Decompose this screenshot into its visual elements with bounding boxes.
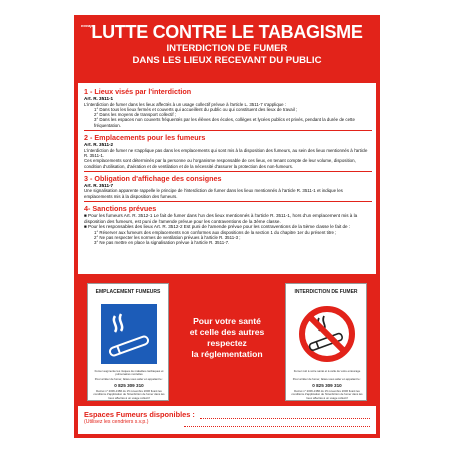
article-ref: Art. R. 3511-2: [84, 142, 114, 148]
divider: [84, 130, 372, 131]
no-smoking-icon: [297, 304, 357, 364]
section-text: 2° Ne pas respecter les normes de ventilation prévues à l'article R. 3511-3 ;: [94, 235, 241, 241]
smoking-areas-footer: [84, 410, 370, 426]
no-smoking-sign: [285, 283, 367, 401]
section-text: Une signalisation apparente rappelle le principe de l'interdiction de fumer dans les lieux mentionnés à l'article R. 3511-1 et indique les emplacements mis à la disposition des fumeurs.: [84, 188, 343, 199]
message-line: la réglementation: [191, 349, 263, 359]
sign-decree-text: Décret n° 2006-1386 du 15 novembre 2006 fixant les conditions d'application de l'interdiction de fumer dans les lieux affectés à un usage collectif: [291, 389, 363, 400]
sign-title: EMPLACEMENT FUMEURS: [95, 289, 161, 295]
section-text: ■ Pour les responsables des lieux Art. R. 3512-2 Est puni de l'amende prévue pour les contraventions de la 5ème classe le fait de :: [84, 224, 351, 230]
fill-in-line: [200, 418, 370, 419]
section-text: 3° Ne pas mettre en place la signalisation prévue à l'article R. 3511-7.: [94, 240, 230, 246]
poster-subtitle-2: DANS LES LIEUX RECEVANT DU PUBLIC: [132, 55, 322, 66]
fill-in-line: [184, 426, 370, 427]
poster-subtitle-1: INTERDICTION DE FUMER: [166, 43, 288, 54]
sign-help-text: Pour arrêter de fumer, faites-vous aider en appelant le :: [292, 377, 362, 381]
section-text: Ces emplacements sont déterminés par la personne ou l'organisme responsable de ces lieux, en tenant compte de leur volume, disposition, condition d'utilisation, d'aération et de ventilation et de la nécessité d'assurer la protection des non-fumeurs.: [84, 158, 356, 169]
section-text: L'interdiction de fumer dans les lieux affectés à un usage collectif prévue à l'article L. 3511-7 s'applique :: [84, 101, 287, 107]
sign-title: INTERDICTION DE FUMER: [294, 289, 358, 295]
article-ref: Art. R. 3511-1: [84, 96, 114, 101]
section-text: 1° Dans tous les lieux fermés et couverts qui accueillent du public ou qui constituent des lieux de travail ;: [94, 106, 298, 112]
section-text: 3° Dans les espaces non couverts fréquentés par les élèves des écoles, collèges et lycées publics et privés, pendant la durée de cette fréquentation.: [94, 117, 355, 128]
sign-decree-text: Décret n° 2006-1386 du 15 novembre 2006 fixant les conditions d'application de l'interdiction de fumer dans les lieux affectés à un usage collectif: [93, 389, 165, 400]
section-title: 3 - Obligation d'affichage des consignes: [84, 173, 222, 183]
regulation-content: [84, 85, 372, 246]
section-text: 2° Dans les moyens de transport collectif ;: [94, 112, 177, 118]
brand-logo: novap: [81, 23, 93, 28]
smoking-area-sign: [87, 283, 169, 401]
section-title: 2 - Emplacements pour les fumeurs: [84, 133, 206, 143]
poster: [74, 15, 380, 438]
divider: [84, 201, 372, 202]
message-line: Pour votre santé: [193, 316, 261, 326]
section-title: 4- Sanctions prévues: [84, 204, 157, 214]
sign-help-text: Pour arrêter de fumer, faites-vous aider en appelant le :: [94, 377, 164, 381]
sign-warning-text: Fumer nuit à votre santé et à celle de votre entourage: [293, 369, 361, 373]
section-title: 1 - Lieux visés par l'interdiction: [84, 87, 192, 96]
section-4: [84, 205, 372, 246]
sign-phone-number: 0 825 309 310: [114, 383, 144, 388]
section-3: [84, 175, 372, 202]
divider: [84, 171, 372, 172]
section-text: 1° Réserver aux fumeurs des emplacements non conformes aux dispositions de la section 1 du chapitre 1er du présent titre ;: [94, 229, 337, 235]
smoking-areas-label: Espaces Fumeurs disponibles :: [84, 410, 195, 419]
poster-header: [78, 19, 376, 83]
message-line: et celle des autres: [189, 327, 265, 337]
health-message: [173, 316, 281, 360]
sign-phone-number: 0 825 309 310: [312, 383, 342, 388]
ashtray-note: (Utilisez les cendriers s.v.p.): [84, 419, 149, 425]
poster-title: LUTTE CONTRE LE TABAGISME: [91, 22, 363, 42]
smoking-allowed-icon: [101, 304, 157, 364]
signs-panel: [78, 274, 376, 406]
message-line: respectez: [207, 338, 247, 348]
article-ref: Art. R. 3511-7: [84, 182, 114, 188]
section-1: [84, 88, 372, 131]
sign-warning-text: Fumer augmente les risques de maladies cardiaques et pulmonaires mortelles: [94, 369, 164, 377]
section-2: [84, 134, 372, 172]
section-text: ■ Pour les fumeurs Art. R. 3512-1 Le fait de fumer dans l'un des lieux mentionnés à l'article R. 3511-1, hors d'un emplacement mis à la disposition des fumeurs, est puni de l'amende prévue pour les contraventions de la 3ème classe.: [84, 213, 358, 224]
section-text: L'interdiction de fumer ne s'applique pas dans les emplacements qui sont mis à la disposition des fumeurs, au sein des lieux mentionnés à l'article R. 3511-1.: [84, 147, 368, 158]
